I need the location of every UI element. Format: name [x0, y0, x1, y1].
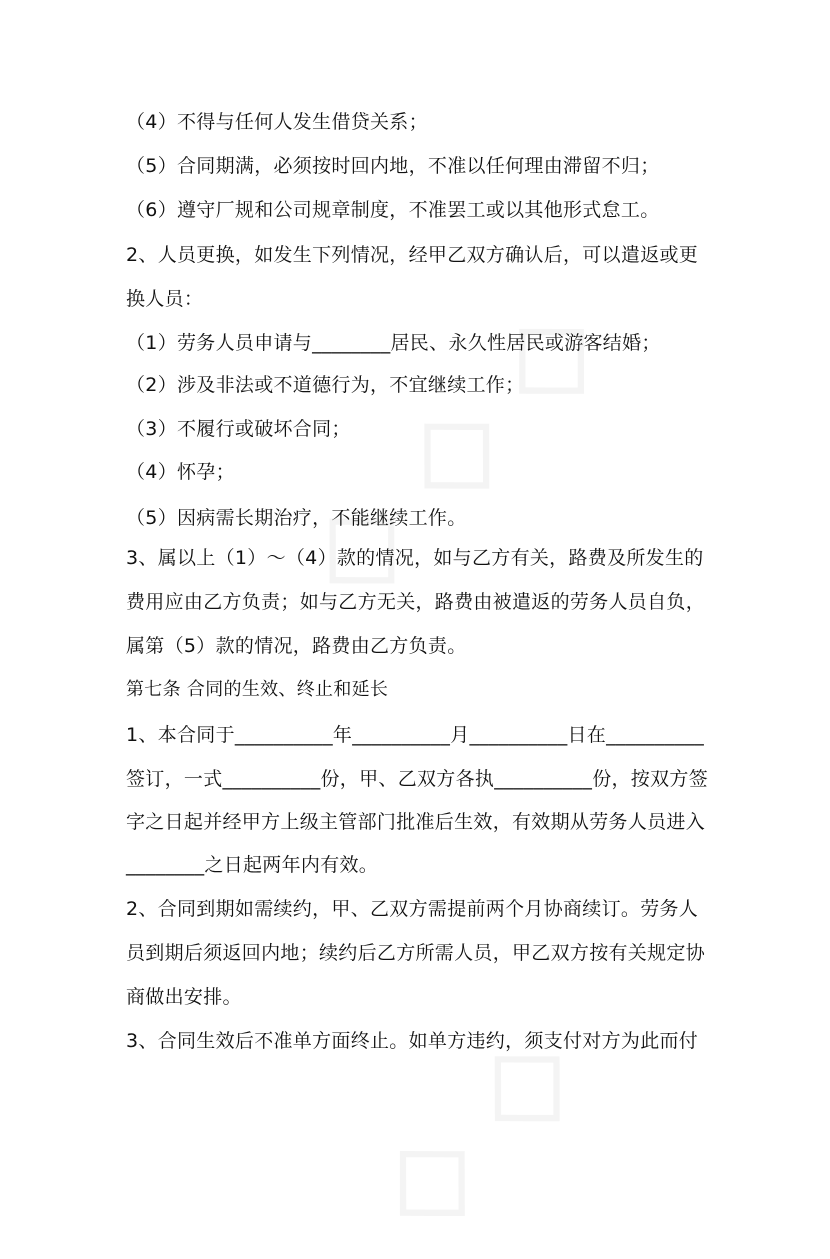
clause-line: （4）不得与任何人发生借贷关系；	[126, 111, 428, 133]
clause-line: 员到期后须返回内地；续约后乙方所需人员，甲乙双方按有关规定协	[126, 942, 706, 964]
clause-line: （4）怀孕；	[126, 461, 235, 483]
clause-line: 费用应由乙方负责；如与乙方无关，路费由被遣返的劳务人员自负，	[126, 591, 706, 613]
clause-line: 2、合同到期如需续约，甲、乙双方需提前两个月协商续订。劳务人	[126, 898, 699, 920]
clause-line: 签订，一式__________份，甲、乙双方各执__________份，按双方签	[126, 768, 709, 790]
clause-line: 换人员：	[126, 288, 204, 310]
clause-line: 3、合同生效后不准单方面终止。如单方违约，须支付对方为此而付	[126, 1030, 699, 1052]
clause-line: （5）合同期满，必须按时回内地，不准以任何理由滞留不归；	[126, 155, 660, 177]
clause-line: （5）因病需长期治疗，不能继续工作。	[126, 507, 467, 529]
clause-line: （1）劳务人员申请与________居民、永久性居民或游客结婚；	[126, 332, 661, 354]
clause-line: 属第（5）款的情况，路费由乙方负责。	[126, 635, 467, 657]
section-heading: 第七条 合同的生效、终止和延长	[126, 679, 389, 700]
clause-line: 字之日起并经甲方上级主管部门批准后生效，有效期从劳务人员进入	[126, 811, 706, 833]
clause-line: （2）涉及非法或不道德行为，不宜继续工作；	[126, 374, 525, 396]
clause-line: 商做出安排。	[126, 986, 242, 1008]
clause-line: 3、属以上（1）～（4）款的情况，如与乙方有关，路费及所发生的	[126, 547, 704, 569]
watermark	[274, 273, 627, 626]
clause-line: 1、本合同于__________年__________月__________日在__________	[126, 724, 705, 746]
clause-line: 2、人员更换，如发生下列情况，经甲乙双方确认后，可以遣返或更	[126, 244, 699, 266]
clause-line: （6）遵守厂规和公司规章制度，不准罢工或以其他形式怠工。	[126, 199, 660, 221]
clause-line: ________之日起两年内有效。	[126, 854, 379, 876]
clause-line: （3）不履行或破坏合同；	[126, 418, 351, 440]
